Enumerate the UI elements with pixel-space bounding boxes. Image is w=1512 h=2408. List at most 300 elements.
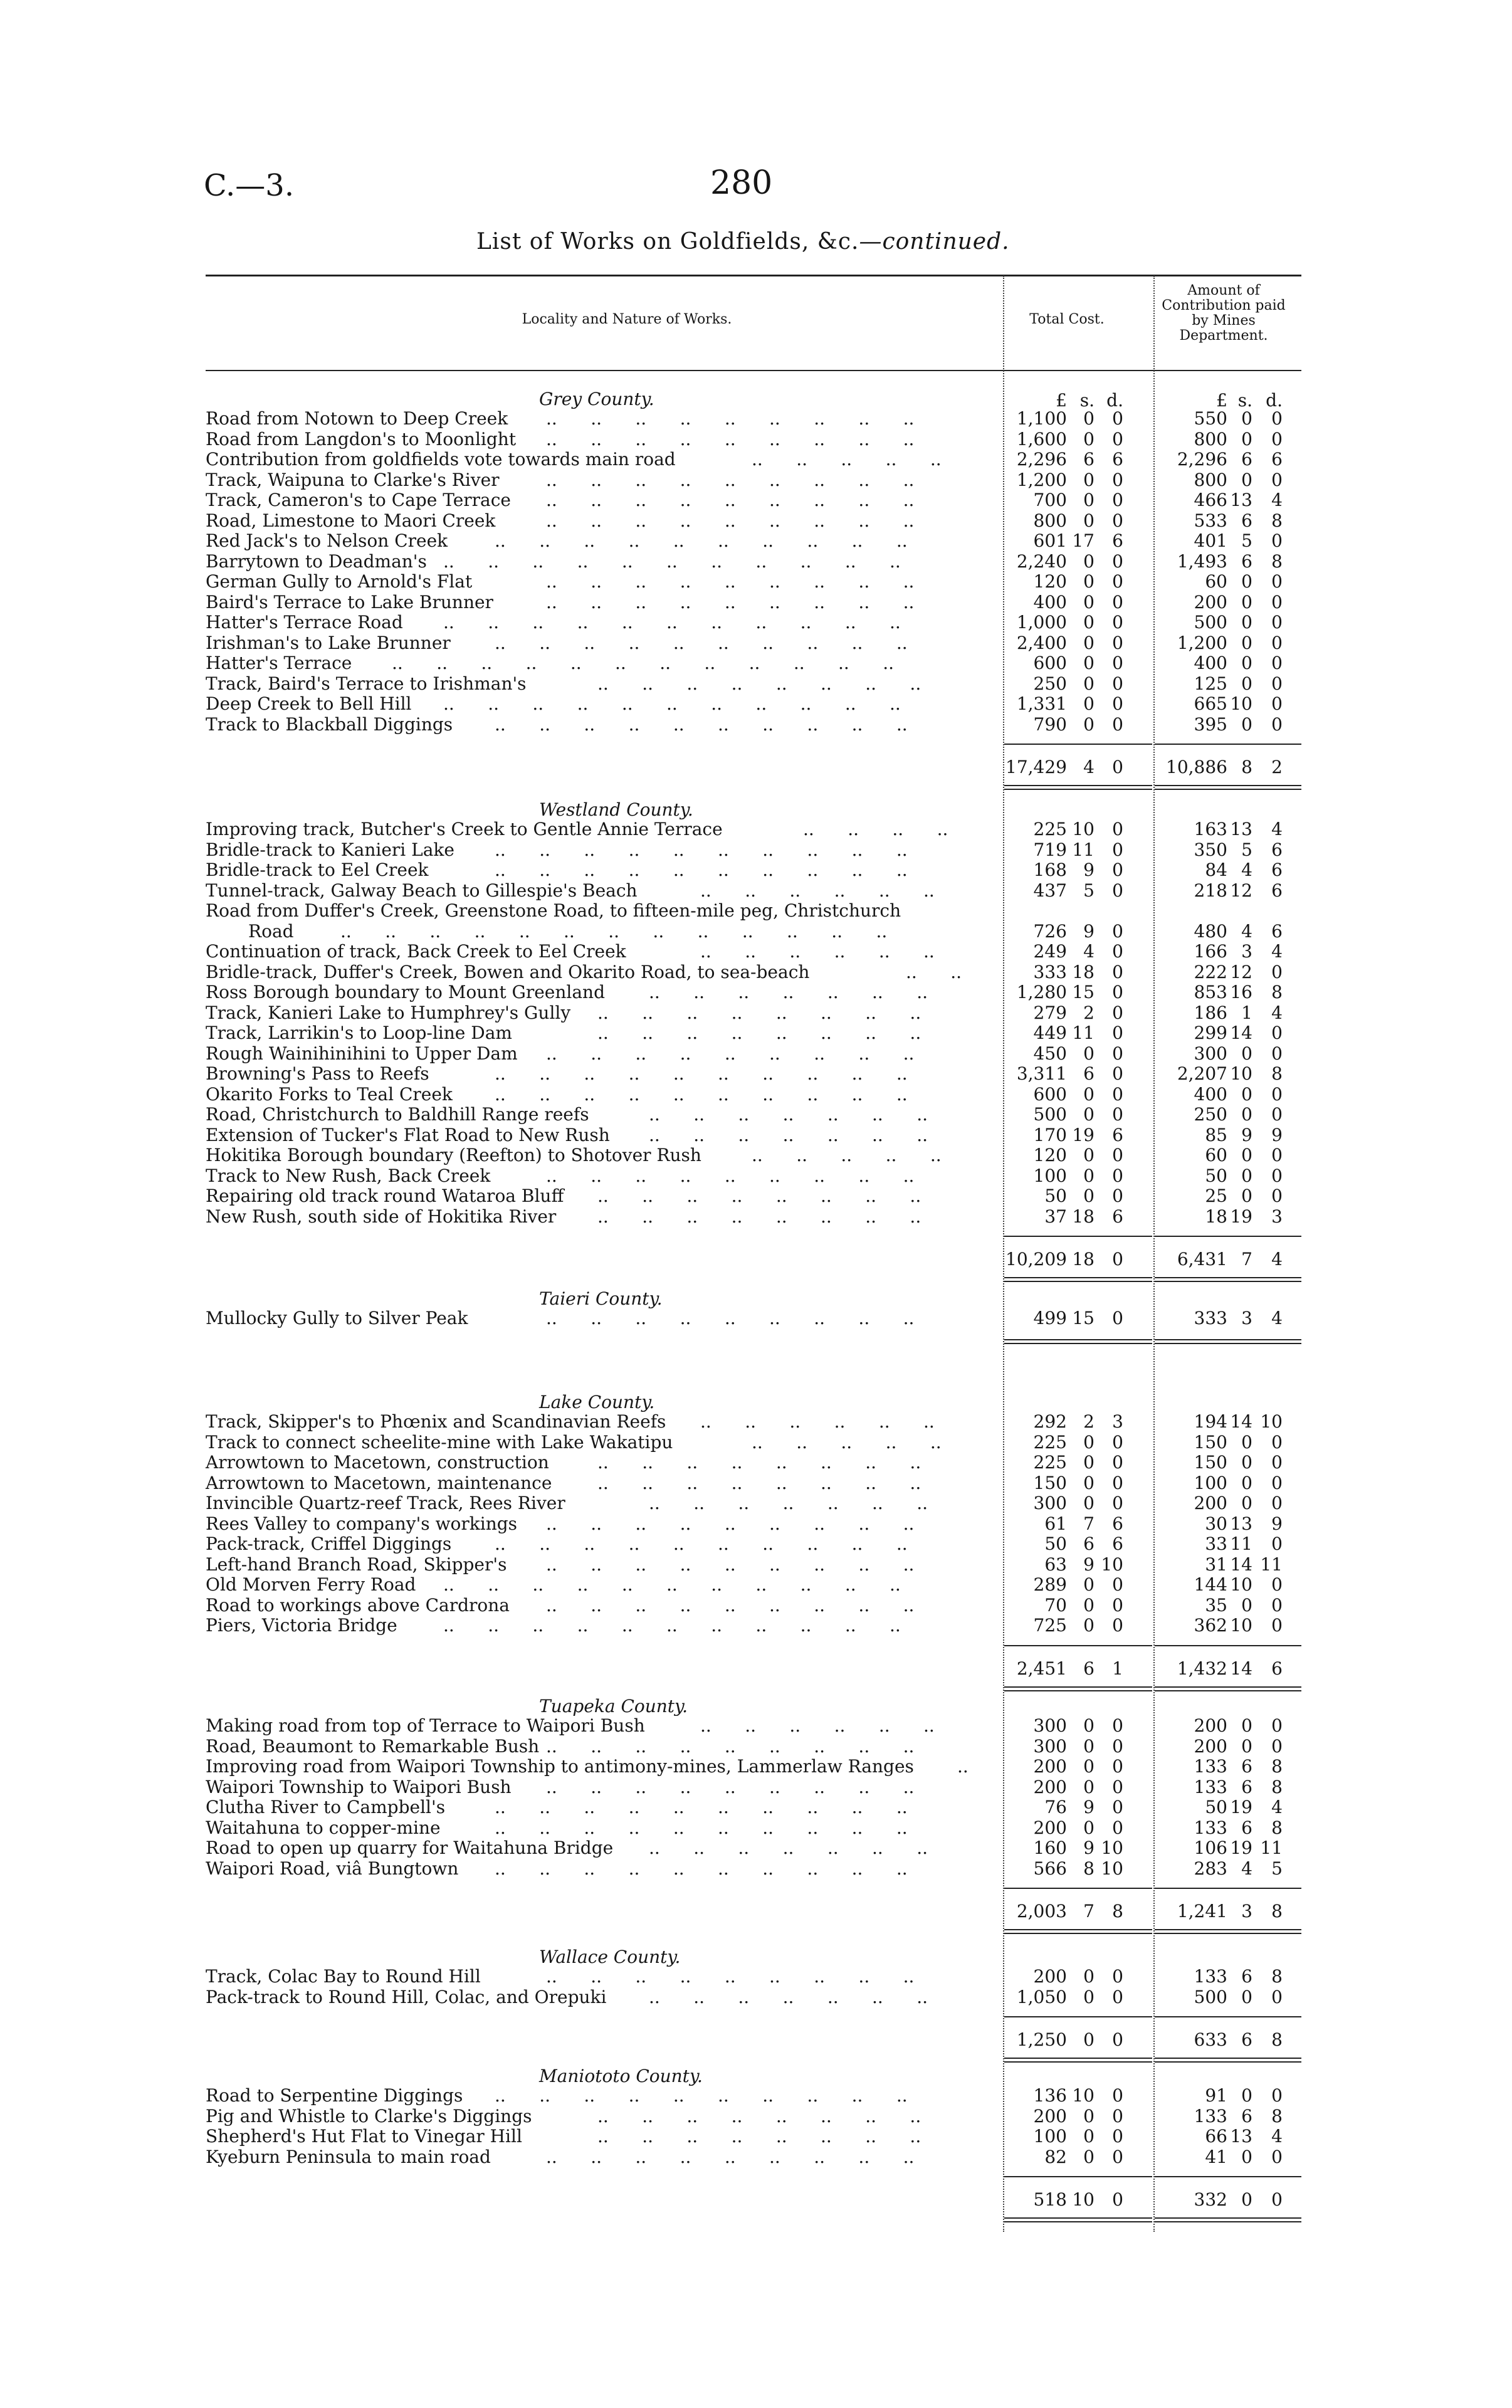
dot-leader: .. .. .. .. .. .. .. .. .. xyxy=(546,408,915,429)
contribution-pounds: 800 xyxy=(1194,469,1227,490)
total-cost-shillings: 6 xyxy=(1083,449,1095,470)
table-row xyxy=(0,881,1512,901)
contribution-pounds: 218 xyxy=(1194,880,1227,901)
total-cost-pounds: 449 xyxy=(1033,1023,1067,1043)
work-description: Track to New Rush, Back Creek xyxy=(206,1165,491,1186)
total-cost-shillings: 0 xyxy=(1083,2105,1095,2127)
table-row xyxy=(0,1085,1512,1105)
currency-header-s: s. xyxy=(1237,390,1252,411)
dot-leader: .. .. .. .. .. .. .. .. .. .. .. xyxy=(443,693,901,714)
subtotal-cost-pence: 0 xyxy=(1112,2029,1123,2050)
table-row xyxy=(0,490,1512,510)
work-description: Baird's Terrace to Lake Brunner xyxy=(206,591,493,613)
total-cost-pence: 0 xyxy=(1112,1431,1123,1453)
section-title: Grey County. xyxy=(539,389,654,409)
contribution-pounds: 250 xyxy=(1194,1104,1227,1125)
work-description: Road xyxy=(248,920,294,942)
subtotal-contribution-pence: 2 xyxy=(1271,757,1283,777)
contribution-pence: 4 xyxy=(1271,490,1283,510)
total-cost-pence: 0 xyxy=(1112,1594,1123,1616)
dot-leader: .. .. .. .. .. .. .. xyxy=(649,1986,928,2007)
subtotal-rule-cost xyxy=(1004,1236,1152,1237)
total-cost-pence: 0 xyxy=(1112,839,1123,860)
contribution-pounds: 533 xyxy=(1194,510,1227,531)
total-cost-pounds: 500 xyxy=(1033,1104,1067,1125)
dot-leader: .. .. .. .. .. .. .. .. .. .. xyxy=(495,2085,908,2106)
total-cost-pence: 10 xyxy=(1101,1858,1123,1879)
dot-leader: .. .. xyxy=(906,961,962,982)
total-cost-shillings: 0 xyxy=(1083,693,1095,714)
table-row xyxy=(0,840,1512,860)
subtotal-contribution-pounds: 1,432 xyxy=(1177,1658,1227,1679)
total-cost-pence: 0 xyxy=(1112,1104,1123,1125)
contribution-pounds: 333 xyxy=(1194,1308,1227,1328)
table-row xyxy=(0,1859,1512,1879)
total-cost-shillings: 15 xyxy=(1072,982,1095,1002)
contribution-pence: 11 xyxy=(1260,1838,1283,1858)
subtotal-cost-pence: 1 xyxy=(1112,1658,1123,1679)
contribution-pounds: 33 xyxy=(1205,1533,1227,1554)
double-rule-contrib xyxy=(1155,1277,1301,1278)
contribution-shillings: 12 xyxy=(1230,961,1252,982)
total-cost-shillings: 0 xyxy=(1083,469,1095,490)
total-cost-pence: 6 xyxy=(1112,449,1123,470)
total-cost-shillings: 0 xyxy=(1083,1083,1095,1105)
contribution-shillings: 13 xyxy=(1230,819,1252,839)
total-cost-pounds: 1,600 xyxy=(1016,428,1067,450)
work-description: Track, Colac Bay to Round Hill xyxy=(206,1966,481,1987)
contribution-shillings: 0 xyxy=(1241,653,1252,673)
total-cost-pence: 0 xyxy=(1112,673,1123,694)
contribution-shillings: 0 xyxy=(1241,1452,1252,1473)
dot-leader: .. .. .. .. .. .. .. .. xyxy=(597,2126,921,2147)
total-cost-shillings: 0 xyxy=(1083,1574,1095,1595)
subtotal-contribution-pence: 8 xyxy=(1271,1901,1283,1922)
total-cost-shillings: 11 xyxy=(1072,1023,1095,1043)
total-cost-shillings: 6 xyxy=(1083,1063,1095,1084)
total-cost-shillings: 0 xyxy=(1083,1186,1095,1206)
contribution-shillings: 13 xyxy=(1230,1513,1252,1534)
double-rule-cost xyxy=(1004,2217,1152,2219)
total-cost-shillings: 0 xyxy=(1083,1431,1095,1453)
total-cost-pence: 0 xyxy=(1112,1452,1123,1473)
contribution-shillings: 0 xyxy=(1241,469,1252,490)
dot-leader: .. .. .. .. .. .. .. .. .. .. .. xyxy=(443,612,901,633)
work-description: Hatter's Terrace Road xyxy=(206,612,403,633)
total-cost-shillings: 9 xyxy=(1083,860,1095,880)
contribution-pounds: 150 xyxy=(1194,1452,1227,1473)
subtotal-rule-contrib xyxy=(1155,744,1301,745)
total-cost-pence: 0 xyxy=(1112,1083,1123,1105)
contribution-pounds: 100 xyxy=(1194,1472,1227,1493)
table-row xyxy=(0,1186,1512,1206)
contribution-pounds: 31 xyxy=(1205,1554,1227,1575)
dot-leader: .. .. .. .. .. .. .. .. xyxy=(597,1002,921,1023)
table-row xyxy=(0,1125,1512,1145)
total-cost-shillings: 0 xyxy=(1083,1735,1095,1757)
contribution-pence: 0 xyxy=(1271,591,1283,613)
contribution-pence: 4 xyxy=(1271,2126,1283,2147)
contribution-pence: 6 xyxy=(1271,860,1283,880)
contribution-pounds: 166 xyxy=(1194,941,1227,962)
total-cost-shillings: 0 xyxy=(1083,612,1095,633)
total-cost-shillings: 0 xyxy=(1083,1615,1095,1636)
total-cost-pounds: 200 xyxy=(1033,1966,1067,1987)
contribution-pence: 8 xyxy=(1271,1776,1283,1797)
contribution-shillings: 4 xyxy=(1241,920,1252,942)
total-cost-pence: 0 xyxy=(1112,713,1123,735)
contribution-pence: 0 xyxy=(1271,632,1283,653)
contribution-shillings: 0 xyxy=(1241,1043,1252,1064)
total-cost-pence: 0 xyxy=(1112,693,1123,714)
total-cost-pounds: 499 xyxy=(1033,1308,1067,1328)
work-description: Repairing old track round Wataroa Bluff xyxy=(206,1186,564,1206)
work-description: Waipori Road, viâ Bungtown xyxy=(206,1858,459,1879)
table-row xyxy=(0,860,1512,880)
contribution-pounds: 84 xyxy=(1205,860,1227,880)
work-description: Invincible Quartz-reef Track, Rees River xyxy=(206,1493,565,1513)
header-bottom-rule xyxy=(206,370,1301,371)
subtotal-rule-cost xyxy=(1004,1888,1152,1889)
total-cost-shillings: 0 xyxy=(1083,550,1095,572)
total-cost-shillings: 0 xyxy=(1083,1104,1095,1125)
contribution-pence: 0 xyxy=(1271,1574,1283,1595)
contribution-pence: 3 xyxy=(1271,1206,1283,1227)
work-description: Track, Cameron's to Cape Terrace xyxy=(206,490,511,510)
subtotal-cost-pounds: 1,250 xyxy=(1016,2029,1067,2050)
contribution-pence: 8 xyxy=(1271,1756,1283,1777)
dot-leader: .. .. .. .. .. .. .. .. .. .. xyxy=(495,632,908,653)
double-rule-cost xyxy=(1004,1686,1152,1688)
contribution-shillings: 5 xyxy=(1241,839,1252,860)
work-description: Rees Valley to company's workings xyxy=(206,1513,518,1534)
dot-leader: .. .. .. .. .. .. .. .. xyxy=(597,673,921,694)
contribution-shillings: 10 xyxy=(1230,1615,1252,1636)
total-cost-pence: 0 xyxy=(1112,653,1123,673)
contribution-pence: 6 xyxy=(1271,880,1283,901)
subtotal-cost-pounds: 2,003 xyxy=(1016,1901,1067,1922)
contribution-shillings: 3 xyxy=(1241,941,1252,962)
table-row xyxy=(0,2086,1512,2106)
double-rule-contrib-2 xyxy=(1155,1690,1301,1691)
table-row xyxy=(0,901,1512,921)
dot-leader: .. .. .. .. .. .. .. .. xyxy=(597,1023,921,1043)
subtotal-cost-pounds: 2,451 xyxy=(1016,1658,1067,1679)
table-row xyxy=(0,653,1512,673)
total-cost-pounds: 225 xyxy=(1033,1431,1067,1453)
total-cost-pence: 0 xyxy=(1112,2085,1123,2106)
work-description: Browning's Pass to Reefs xyxy=(206,1063,429,1084)
contribution-pounds: 283 xyxy=(1194,1858,1227,1879)
title-continued: —continued. xyxy=(859,229,1010,255)
total-cost-pounds: 100 xyxy=(1033,1165,1067,1186)
total-cost-shillings: 0 xyxy=(1083,1043,1095,1064)
work-description: Road from Duffer's Creek, Greenstone Road, to fifteen-mile peg, Christchurch xyxy=(206,900,901,921)
total-cost-shillings: 0 xyxy=(1083,510,1095,531)
contribution-shillings: 9 xyxy=(1241,1124,1252,1145)
section-title: Maniototo County. xyxy=(539,2066,703,2086)
work-description: Waipori Township to Waipori Bush xyxy=(206,1776,512,1797)
section-title: Taieri County. xyxy=(539,1288,663,1309)
total-cost-pounds: 1,280 xyxy=(1016,982,1067,1002)
table-row xyxy=(0,511,1512,531)
contribution-pence: 4 xyxy=(1271,1797,1283,1817)
total-cost-shillings: 0 xyxy=(1083,632,1095,653)
dot-leader: .. .. .. .. .. .. .. .. xyxy=(597,1472,921,1493)
table-row xyxy=(0,409,1512,429)
total-cost-pounds: 50 xyxy=(1044,1186,1067,1206)
contribution-pounds: 362 xyxy=(1194,1615,1227,1636)
contribution-pounds: 222 xyxy=(1194,961,1227,982)
work-description: Tunnel-track, Galway Beach to Gillespie's Beach xyxy=(206,880,638,901)
total-cost-shillings: 9 xyxy=(1083,1797,1095,1817)
col-header-total-cost: Total Cost. xyxy=(1029,312,1105,327)
total-cost-shillings: 19 xyxy=(1072,1124,1095,1145)
work-description: Mullocky Gully to Silver Peak xyxy=(206,1308,468,1328)
contribution-pounds: 395 xyxy=(1194,713,1227,735)
work-description: Track to Blackball Diggings xyxy=(206,713,453,735)
contribution-pounds: 400 xyxy=(1194,1083,1227,1105)
work-description: Track, Waipuna to Clarke's River xyxy=(206,469,500,490)
contribution-pence: 8 xyxy=(1271,510,1283,531)
contribution-shillings: 0 xyxy=(1241,713,1252,735)
total-cost-pounds: 200 xyxy=(1033,1756,1067,1777)
double-rule-contrib xyxy=(1155,1339,1301,1340)
contribution-pounds: 50 xyxy=(1205,1165,1227,1186)
total-cost-shillings: 10 xyxy=(1072,819,1095,839)
dot-leader: .. .. .. .. .. .. .. .. .. xyxy=(546,1735,915,1757)
total-cost-shillings: 0 xyxy=(1083,1986,1095,2007)
contribution-shillings: 11 xyxy=(1230,1533,1252,1554)
subtotal-rule-cost xyxy=(1004,2176,1152,2177)
subtotal-rule-cost xyxy=(1004,1645,1152,1646)
total-cost-pence: 0 xyxy=(1112,2126,1123,2147)
work-description: Bridle-track to Eel Creek xyxy=(206,860,429,880)
subtotal-contribution-shillings: 3 xyxy=(1241,1901,1252,1922)
work-description: Okarito Forks to Teal Creek xyxy=(206,1083,453,1105)
contribution-pence: 0 xyxy=(1271,1043,1283,1064)
dot-leader: .. .. .. .. .. .. .. .. .. .. xyxy=(495,1533,908,1554)
contribution-pence: 6 xyxy=(1271,449,1283,470)
table-row xyxy=(0,429,1512,450)
contribution-shillings: 10 xyxy=(1230,693,1252,714)
subtotal-contribution-pounds: 332 xyxy=(1194,2189,1227,2210)
contribution-shillings: 6 xyxy=(1241,449,1252,470)
work-description: Waitahuna to copper-mine xyxy=(206,1817,441,1838)
total-cost-pence: 0 xyxy=(1112,510,1123,531)
table-row xyxy=(0,674,1512,694)
table-row xyxy=(0,1777,1512,1797)
table-row xyxy=(0,592,1512,613)
dot-leader: .. .. .. .. .. .. .. .. .. .. .. .. .. xyxy=(340,920,888,942)
total-cost-pence: 0 xyxy=(1112,880,1123,901)
total-cost-pence: 0 xyxy=(1112,1715,1123,1736)
total-cost-pounds: 725 xyxy=(1033,1615,1067,1636)
contribution-shillings: 0 xyxy=(1241,612,1252,633)
total-cost-pounds: 120 xyxy=(1033,1145,1067,1165)
total-cost-pence: 0 xyxy=(1112,1817,1123,1838)
contribution-pounds: 200 xyxy=(1194,1493,1227,1513)
double-rule-cost-2 xyxy=(1004,1343,1152,1344)
currency-header-d: d. xyxy=(1106,390,1123,411)
total-cost-shillings: 10 xyxy=(1072,2085,1095,2106)
total-cost-pence: 0 xyxy=(1112,941,1123,962)
contribution-shillings: 0 xyxy=(1241,1431,1252,1453)
table-row xyxy=(0,1534,1512,1554)
table-row xyxy=(0,1987,1512,2007)
total-cost-pence: 6 xyxy=(1112,1513,1123,1534)
subtotal-contribution-shillings: 8 xyxy=(1241,757,1252,777)
dot-leader: .. .. .. .. .. .. .. .. .. .. .. xyxy=(443,550,901,572)
work-description: Road to Serpentine Diggings xyxy=(206,2085,463,2106)
total-cost-shillings: 7 xyxy=(1083,1513,1095,1534)
total-cost-pounds: 170 xyxy=(1033,1124,1067,1145)
dot-leader: .. .. .. .. .. .. .. .. .. xyxy=(546,1966,915,1987)
contribution-shillings: 13 xyxy=(1230,490,1252,510)
table-row xyxy=(0,1044,1512,1064)
work-description: Road, Limestone to Maori Creek xyxy=(206,510,496,531)
document-reference: C.—3. xyxy=(204,168,295,203)
table-row xyxy=(0,450,1512,470)
table-row xyxy=(0,1453,1512,1473)
total-cost-pounds: 300 xyxy=(1033,1493,1067,1513)
subtotal-rule-contrib xyxy=(1155,1236,1301,1237)
contribution-pounds: 200 xyxy=(1194,1735,1227,1757)
contribution-shillings: 0 xyxy=(1241,1472,1252,1493)
dot-leader: .. .. .. .. xyxy=(803,819,948,839)
total-cost-pence: 0 xyxy=(1112,1472,1123,1493)
contribution-pence: 0 xyxy=(1271,713,1283,735)
total-cost-pounds: 2,400 xyxy=(1016,632,1067,653)
dot-leader: .. .. .. .. .. .. xyxy=(700,880,935,901)
total-cost-pence: 0 xyxy=(1112,1966,1123,1987)
col-header-contribution: Amount of Contribution paid by Mines Department. xyxy=(1162,283,1286,344)
total-cost-pence: 0 xyxy=(1112,632,1123,653)
total-cost-pence: 0 xyxy=(1112,1186,1123,1206)
contribution-pence: 0 xyxy=(1271,1715,1283,1736)
currency-header-l: £ xyxy=(1056,390,1067,411)
total-cost-shillings: 6 xyxy=(1083,1533,1095,1554)
contribution-shillings: 0 xyxy=(1241,408,1252,429)
section-title: Wallace County. xyxy=(539,1947,681,1967)
subtotal-rule-cost xyxy=(1004,744,1152,745)
table-row xyxy=(0,633,1512,653)
contribution-pence: 0 xyxy=(1271,1452,1283,1473)
work-description: Kyeburn Peninsula to main road xyxy=(206,2146,491,2167)
double-rule-cost-2 xyxy=(1004,2061,1152,2063)
contribution-pounds: 500 xyxy=(1194,1986,1227,2007)
dot-leader: .. .. .. .. .. .. xyxy=(700,1411,935,1432)
total-cost-pounds: 719 xyxy=(1033,839,1067,860)
total-cost-shillings: 17 xyxy=(1072,530,1095,551)
table-row xyxy=(0,552,1512,572)
contribution-pence: 0 xyxy=(1271,571,1283,592)
total-cost-shillings: 0 xyxy=(1083,428,1095,450)
table-row xyxy=(0,1166,1512,1186)
double-rule-contrib xyxy=(1155,2217,1301,2219)
table-row xyxy=(0,1757,1512,1777)
contribution-pence: 6 xyxy=(1271,839,1283,860)
total-cost-shillings: 0 xyxy=(1083,1715,1095,1736)
table-row xyxy=(0,962,1512,982)
total-cost-pence: 0 xyxy=(1112,1574,1123,1595)
total-cost-pounds: 37 xyxy=(1044,1206,1067,1227)
table-row xyxy=(0,1003,1512,1023)
contribution-pounds: 800 xyxy=(1194,428,1227,450)
contribution-shillings: 0 xyxy=(1241,591,1252,613)
dot-leader: .. .. .. .. .. .. .. .. .. .. .. xyxy=(443,1574,901,1595)
table-row xyxy=(0,1737,1512,1757)
double-rule-contrib xyxy=(1155,1686,1301,1688)
total-cost-shillings: 2 xyxy=(1083,1002,1095,1023)
total-cost-shillings: 0 xyxy=(1083,1594,1095,1616)
total-cost-shillings: 5 xyxy=(1083,880,1095,901)
contribution-pence: 0 xyxy=(1271,1735,1283,1757)
table-row xyxy=(0,1514,1512,1534)
contribution-pounds: 18 xyxy=(1205,1206,1227,1227)
total-cost-pence: 0 xyxy=(1112,819,1123,839)
work-description: Improving track, Butcher's Creek to Gentle Annie Terrace xyxy=(206,819,723,839)
work-description: Pack-track to Round Hill, Colac, and Orepuki xyxy=(206,1986,607,2007)
subtotal-cost-pence: 0 xyxy=(1112,1249,1123,1270)
total-cost-shillings: 0 xyxy=(1083,713,1095,735)
contribution-pounds: 133 xyxy=(1194,1776,1227,1797)
contribution-pence: 0 xyxy=(1271,1023,1283,1043)
dot-leader: .. .. .. .. .. .. xyxy=(700,941,935,962)
contribution-pounds: 133 xyxy=(1194,2105,1227,2127)
table-row xyxy=(0,2147,1512,2167)
total-cost-pence: 0 xyxy=(1112,1023,1123,1043)
total-cost-shillings: 9 xyxy=(1083,920,1095,942)
contribution-pence: 0 xyxy=(1271,1472,1283,1493)
contribution-shillings: 10 xyxy=(1230,1574,1252,1595)
dot-leader: .. .. .. .. .. .. .. .. .. xyxy=(546,510,915,531)
total-cost-pounds: 726 xyxy=(1033,920,1067,942)
total-cost-pounds: 225 xyxy=(1033,819,1067,839)
contribution-pounds: 480 xyxy=(1194,920,1227,942)
total-cost-pence: 0 xyxy=(1112,1756,1123,1777)
double-rule-cost-2 xyxy=(1004,789,1152,790)
total-cost-pence: 0 xyxy=(1112,1493,1123,1513)
currency-header-s: s. xyxy=(1079,390,1095,411)
contribution-pence: 4 xyxy=(1271,1308,1283,1328)
total-cost-pence: 0 xyxy=(1112,1308,1123,1328)
contribution-shillings: 0 xyxy=(1241,1594,1252,1616)
contribution-shillings: 3 xyxy=(1241,1308,1252,1328)
table-row xyxy=(0,1493,1512,1513)
dot-leader: .. .. .. .. .. .. .. .. .. .. xyxy=(495,860,908,880)
work-description: Track, Skipper's to Phœnix and Scandinavian Reefs xyxy=(206,1411,666,1432)
header-top-rule xyxy=(206,275,1301,276)
page-title xyxy=(476,229,1010,255)
total-cost-shillings: 9 xyxy=(1083,1838,1095,1858)
contribution-pence: 0 xyxy=(1271,1186,1283,1206)
contribution-shillings: 10 xyxy=(1230,1063,1252,1084)
table-row xyxy=(0,694,1512,714)
contribution-shillings: 6 xyxy=(1241,510,1252,531)
subtotal-contribution-pounds: 10,886 xyxy=(1166,757,1227,777)
subtotal-cost-pence: 8 xyxy=(1112,1901,1123,1922)
contribution-pence: 8 xyxy=(1271,982,1283,1002)
dot-leader: .. .. .. .. .. .. .. .. .. xyxy=(546,1165,915,1186)
subtotal-cost-pounds: 518 xyxy=(1033,2189,1067,2210)
table-row xyxy=(0,531,1512,551)
contribution-pounds: 125 xyxy=(1194,673,1227,694)
table-row xyxy=(0,1064,1512,1084)
contribution-shillings: 6 xyxy=(1241,1776,1252,1797)
dot-leader: .. .. .. .. .. .. .. .. .. xyxy=(546,1594,915,1616)
contribution-pence: 0 xyxy=(1271,693,1283,714)
